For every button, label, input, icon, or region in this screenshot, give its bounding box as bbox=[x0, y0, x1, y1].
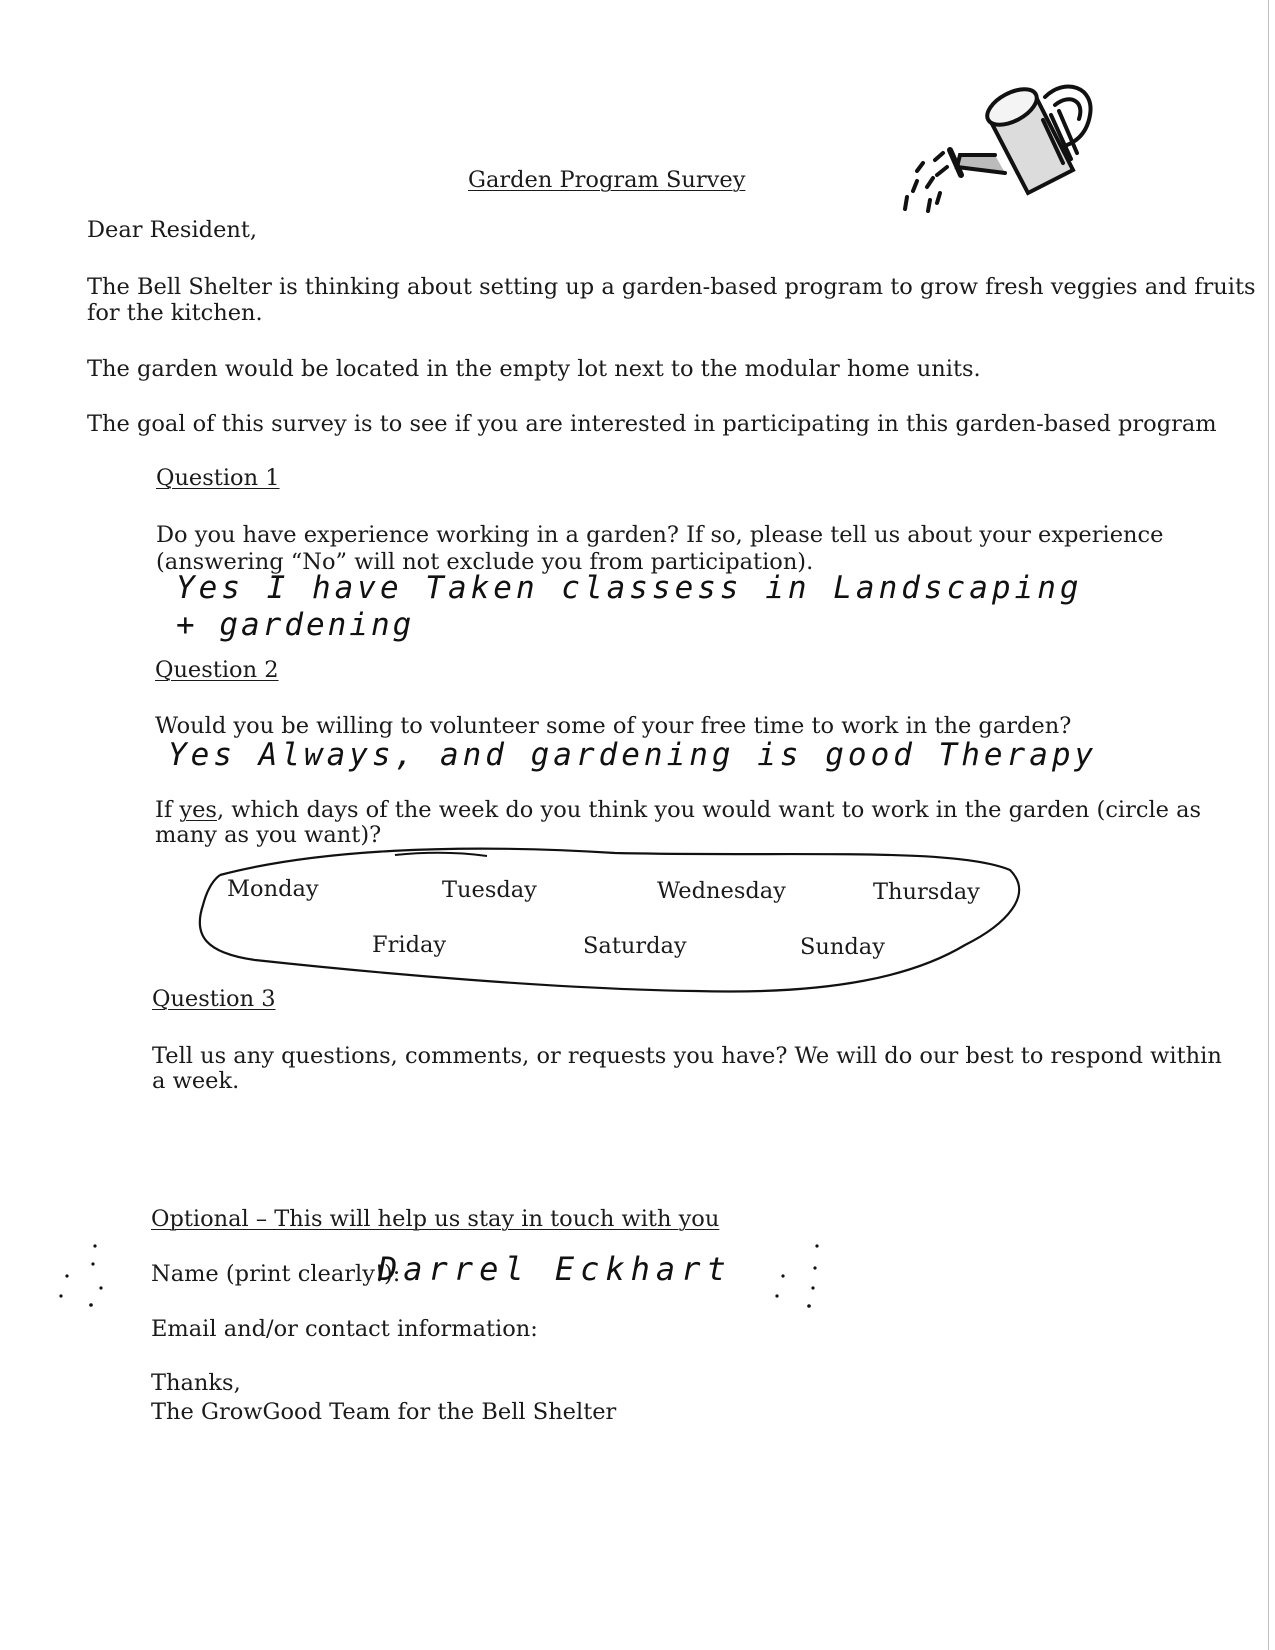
question-3-line-2: a week. bbox=[152, 1068, 240, 1094]
question-3-line-1: Tell us any questions, comments, or requests you have? We will do our best to respond within bbox=[152, 1043, 1222, 1069]
name-label: Name (print clearly!): bbox=[151, 1261, 401, 1287]
day-tuesday: Tuesday bbox=[442, 877, 537, 903]
days-question-line-1 bbox=[155, 797, 1201, 824]
day-friday: Friday bbox=[372, 932, 447, 958]
days-circle-mark bbox=[195, 845, 1025, 1000]
day-monday: Monday bbox=[227, 876, 319, 902]
question-1-heading: Question 1 bbox=[156, 465, 280, 491]
question-2-line-1: Would you be willing to volunteer some of your free time to work in the garden? bbox=[155, 713, 1072, 739]
question-1-answer-line-2: + gardening bbox=[176, 607, 415, 643]
day-wednesday: Wednesday bbox=[657, 878, 786, 904]
closing-team: The GrowGood Team for the Bell Shelter bbox=[151, 1399, 617, 1425]
closing-thanks: Thanks, bbox=[151, 1370, 241, 1396]
location-paragraph: The garden would be located in the empty lot next to the modular home units. bbox=[87, 356, 981, 382]
days-question-rest: , which days of the week do you think you would want to work in the garden (circle as bbox=[216, 797, 1202, 823]
question-2-heading: Question 2 bbox=[155, 657, 279, 683]
day-thursday: Thursday bbox=[873, 879, 980, 905]
scan-marks bbox=[55, 1238, 825, 1318]
intro-line-1: The Bell Shelter is thinking about setting up a garden-based program to grow fresh veggies and fruits bbox=[87, 274, 1256, 300]
question-3-heading: Question 3 bbox=[152, 986, 276, 1012]
day-sunday: Sunday bbox=[800, 934, 885, 960]
page-title: Garden Program Survey bbox=[468, 167, 746, 193]
name-value: Darrel Eckhart bbox=[378, 1250, 732, 1288]
watering-can-icon bbox=[895, 75, 1105, 225]
optional-heading: Optional – This will help us stay in touch with you bbox=[151, 1206, 720, 1232]
question-1-line-2: (answering “No” will not exclude you from participation). bbox=[156, 549, 814, 575]
intro-line-2: for the kitchen. bbox=[87, 300, 263, 326]
days-question-yes: yes bbox=[179, 797, 217, 823]
contact-label: Email and/or contact information: bbox=[151, 1316, 538, 1342]
question-1-answer-line-1: Yes I have Taken classess in Landscaping bbox=[176, 570, 1083, 606]
question-2-answer: Yes Always, and gardening is good Therapy bbox=[168, 737, 1098, 773]
goal-paragraph: The goal of this survey is to see if you are interested in participating in this garden-based program bbox=[87, 411, 1217, 437]
days-question-line-2: many as you want)? bbox=[155, 822, 382, 848]
greeting: Dear Resident, bbox=[87, 217, 258, 243]
day-saturday: Saturday bbox=[583, 933, 687, 959]
scan-edge-line bbox=[1268, 0, 1269, 1650]
days-question-prefix: If bbox=[155, 797, 180, 823]
question-1-line-1: Do you have experience working in a garden? If so, please tell us about your experience bbox=[156, 522, 1164, 548]
